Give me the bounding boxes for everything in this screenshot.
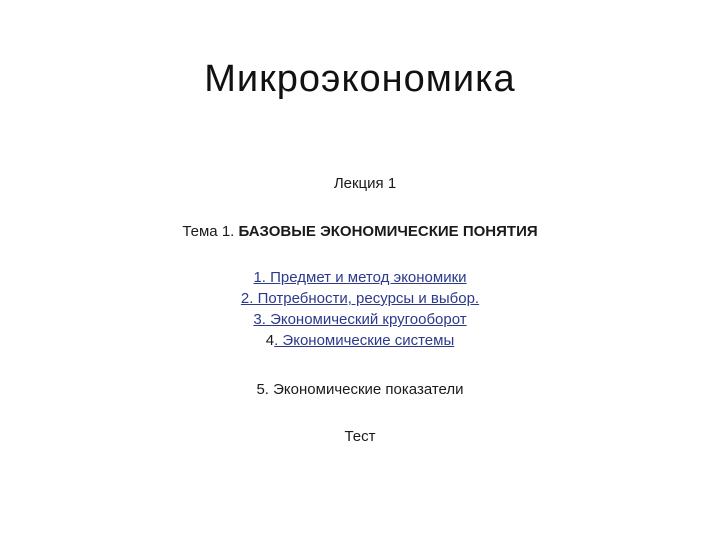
list-item[interactable] — [0, 309, 720, 330]
list-item-link[interactable]: 2. Потребности, ресурсы и выбор. — [240, 290, 480, 307]
list-item-link[interactable]: 1. Предмет и метод экономики — [253, 269, 467, 286]
topic-name: БАЗОВЫЕ ЭКОНОМИЧЕСКИЕ ПОНЯТИЯ — [238, 223, 538, 240]
lecture-label: Лекция 1 — [333, 175, 397, 192]
list-item[interactable] — [0, 330, 720, 351]
list-item-number: 4 — [265, 332, 275, 349]
topic-prefix: Тема 1. — [182, 223, 239, 240]
list-item-link[interactable]: . Экономические системы — [274, 332, 455, 349]
list-item-plain: 5. Экономические показатели — [256, 381, 464, 398]
topic-list — [0, 267, 720, 351]
list-item[interactable] — [0, 288, 720, 309]
topic-heading — [0, 223, 720, 240]
list-item-link[interactable]: 3. Экономический кругооборот — [253, 311, 467, 328]
list-item[interactable] — [0, 267, 720, 288]
slide-title: Микроэкономика — [204, 58, 516, 100]
test-label: Тест — [344, 428, 376, 445]
